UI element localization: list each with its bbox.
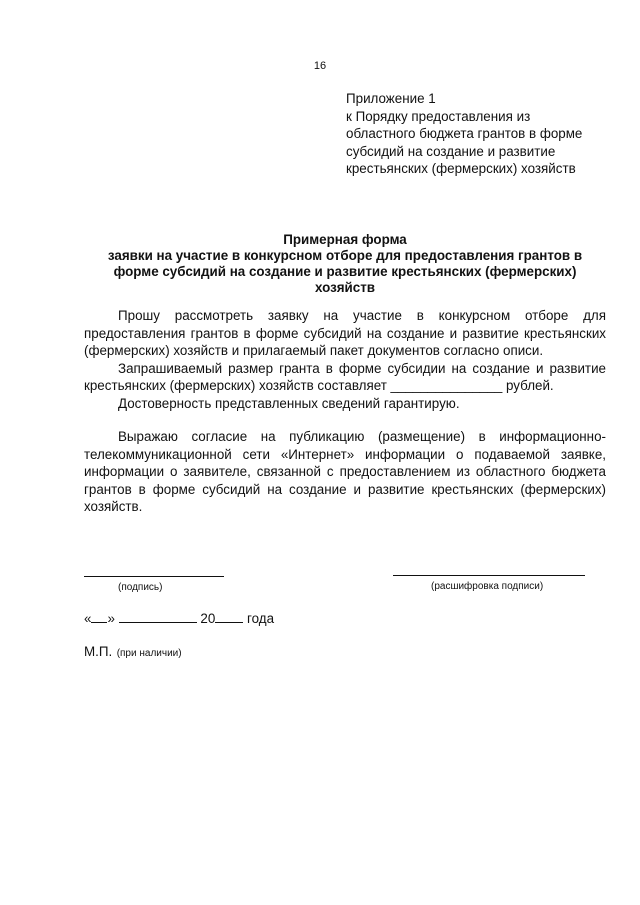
signature-caption: (подпись) (118, 582, 163, 593)
day-blank (91, 610, 107, 623)
appendix-line: субсидий на создание и развитие (346, 143, 556, 159)
appendix-line: Приложение 1 (346, 91, 436, 106)
request-paragraph: Прошу рассмотреть заявку на участие в конкурсном отборе для предоставления грантов в форме субсидий на создание и развитие крестьянских (фермерских) хозяйств и прилагаемый пакет документов согласно описи. (84, 308, 606, 358)
date-open-quote: « (84, 611, 92, 626)
page-number: 16 (313, 60, 327, 72)
signature-decode-caption: (расшифровка подписи) (431, 581, 544, 592)
form-title-line1: Примерная форма (283, 232, 407, 247)
form-title (84, 232, 606, 296)
year-prefix: 20 (200, 611, 216, 626)
year-blank (215, 610, 243, 623)
stamp-place (84, 643, 182, 661)
appendix-line: крестьянских (фермерских) хозяйств (346, 161, 576, 176)
date-line (84, 610, 274, 626)
form-body (84, 307, 606, 516)
signature-decode-line (393, 575, 585, 576)
consent-paragraph: Выражаю согласие на публикацию (размещение) в информационно-телекоммуникационной сети «Интернет» информации о подаваемой заявке, информации о заявителе, связанной с предоставлением из областного бюджета грантов в форме субсидий на создание и развитие крестьянских (фермерских) хозяйств. (84, 429, 606, 514)
grant-amount-paragraph: Запрашиваемый размер гранта в форме субсидии на создание и развитие крестьянских (фермерских) хозяйств составляет _______________ рублей. (84, 360, 606, 393)
date-close-quote: » (107, 611, 115, 626)
form-title-line2: заявки на участие в конкурсном отборе для предоставления грантов в форме субсидий на создание и развитие крестьянских (фермерских) хозяйств (107, 248, 583, 295)
year-suffix: года (247, 611, 275, 626)
month-blank (119, 610, 197, 623)
stamp-note: (при наличии) (116, 648, 182, 659)
signature-line (84, 576, 224, 577)
accuracy-paragraph: Достоверность представленных сведений гарантирую. (118, 395, 460, 411)
appendix-header (346, 90, 616, 178)
stamp-label: М.П. (84, 644, 113, 659)
appendix-line: к Порядку предоставления из (346, 108, 531, 124)
appendix-line: областного бюджета грантов в форме (346, 126, 583, 141)
